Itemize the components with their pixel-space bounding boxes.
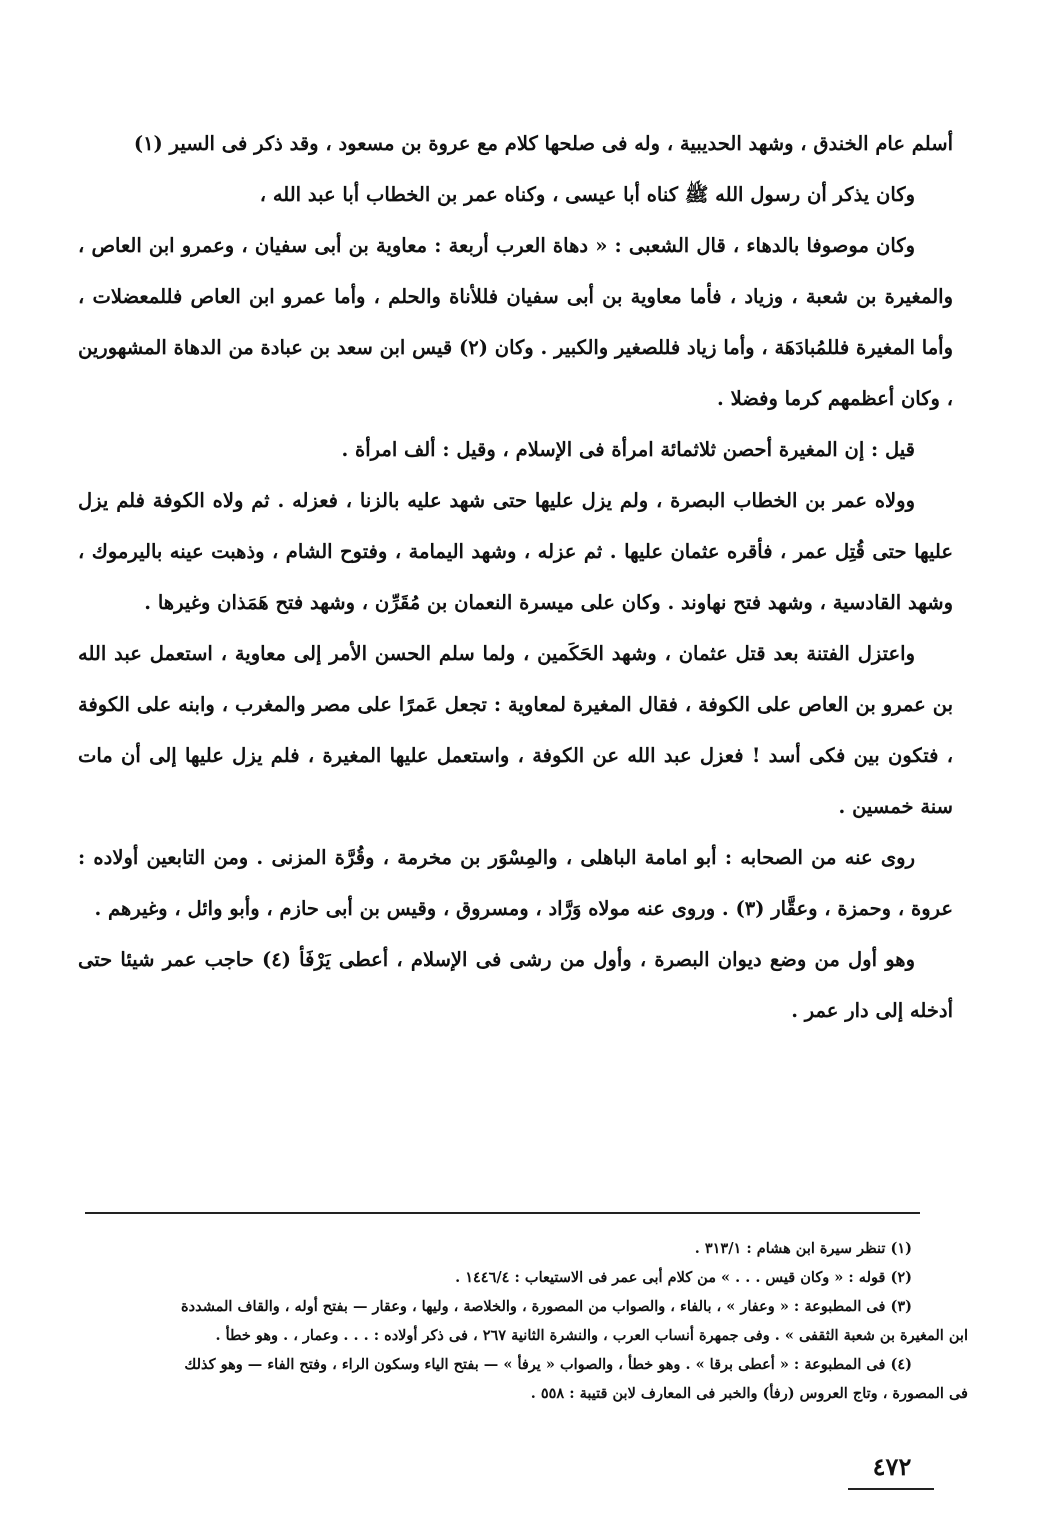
paragraph-6: واعتزل الفتنة بعد قتل عثمان ، وشهد الحَكَمين ، ولما سلم الحسن الأمر إلى معاوية ، استعمل عبد الله بن عمرو بن العاص على الكوفة ، فقال المغيرة لمعاوية : تجعل عَمرًا على مصر والمغرب ، وابنه على الكوفة ، فتكون بين فكى أسد ! فعزل عبد الله عن الكوفة ، واستعمل عليها المغيرة ، فلم يزل عليها إلى أن مات سنة خمسين . — [78, 642, 953, 818]
footnote-4-continued: فى المصورة ، وتاج العروس (رفأ) والخبر فى المعارف لابن قتيبة : ٥٥٨ . — [530, 1385, 968, 1402]
footnote-4: (٤) فى المطبوعة : « أعطى برقا » . وهو خطأ ، والصواب « يرفأ » — بفتح الياء وسكون الراء ، وفتح الفاء — وهو كذلك — [184, 1356, 912, 1373]
footnote-3-continued: ابن المغيرة بن شعبة الثقفى » . وفى جمهرة أنساب العرب ، والنشرة الثانية ٢٦٧ ، فى ذكر أولاده : . . . وعمار ، . وهو خطأ . — [215, 1327, 968, 1344]
footnote-2: (٢) قوله : « وكان قيس . . . » من كلام أبى عمر فى الاستيعاب : ١٤٤٦/٤ . — [455, 1269, 912, 1286]
footnote-3: (٣) فى المطبوعة : « وعفار » ، بالفاء ، والصواب من المصورة ، والخلاصة ، وليها ، وعقار — بفتح أوله ، والقاف المشددة — [181, 1298, 912, 1315]
paragraph-4: قيل : إن المغيرة أحصن ثلاثمائة امرأة فى الإسلام ، وقيل : ألف امرأة . — [341, 438, 915, 461]
paragraph-2: وكان يذكر أن رسول الله ﷺ كناه أبا عيسى ، وكناه عمر بن الخطاب أبا عبد الله ، — [259, 183, 915, 206]
main-text-body — [78, 118, 953, 1036]
paragraph-5: وولاه عمر بن الخطاب البصرة ، ولم يزل عليها حتى شهد عليه بالزنا ، فعزله . ثم ولاه الكوفة فلم يزل عليها حتى قُتِل عمر ، فأقره عثمان عليها . ثم عزله ، وشهد اليمامة ، وفتوح الشام ، وذهبت عينه باليرموك ، وشهد القادسية ، وشهد فتح نهاوند . وكان على ميسرة النعمان بن مُقَرِّن ، وشهد فتح هَمَذان وغيرها . — [78, 489, 953, 614]
paragraph-1: أسلم عام الخندق ، وشهد الحديبية ، وله فى صلحها كلام مع عروة بن مسعود ، وقد ذكر فى السير (١) — [133, 132, 953, 155]
page-number-underline — [848, 1488, 934, 1490]
paragraph-7: روى عنه من الصحابه : أبو امامة الباهلى ، والمِسْوَر بن مخرمة ، وقُرَّة المزنى . ومن التابعين أولاده : عروة ، وحمزة ، وعقَّار (٣) . وروى عنه مولاه وَرَّاد ، ومسروق ، وقيس بن أبى حازم ، وأبو وائل ، وغيرهم . — [78, 846, 953, 920]
footnotes-section — [55, 1234, 968, 1408]
paragraph-3: وكان موصوفا بالدهاء ، قال الشعبى : « دهاة العرب أربعة : معاوية بن أبى سفيان ، وعمرو ابن العاص ، والمغيرة بن شعبة ، وزياد ، فأما معاوية بن أبى سفيان فللأناة والحلم ، وأما عمرو ابن العاص فللمعضلات ، وأما المغيرة فللمُبادَهَة ، وأما زياد فللصغير والكبير . وكان (٢) قيس ابن سعد بن عبادة من الدهاة المشهورين ، وكان أعظمهم كرما وفضلا . — [78, 234, 953, 410]
paragraph-8: وهو أول من وضع ديوان البصرة ، وأول من رشى فى الإسلام ، أعطى يَرْفَأ (٤) حاجب عمر شيئا حتى أدخله إلى دار عمر . — [78, 948, 953, 1022]
page-number: ٤٧٢ — [872, 1452, 912, 1481]
footnote-1: (١) تنظر سيرة ابن هشام : ٣١٣/١ . — [694, 1240, 912, 1257]
footnote-divider — [85, 1212, 920, 1214]
